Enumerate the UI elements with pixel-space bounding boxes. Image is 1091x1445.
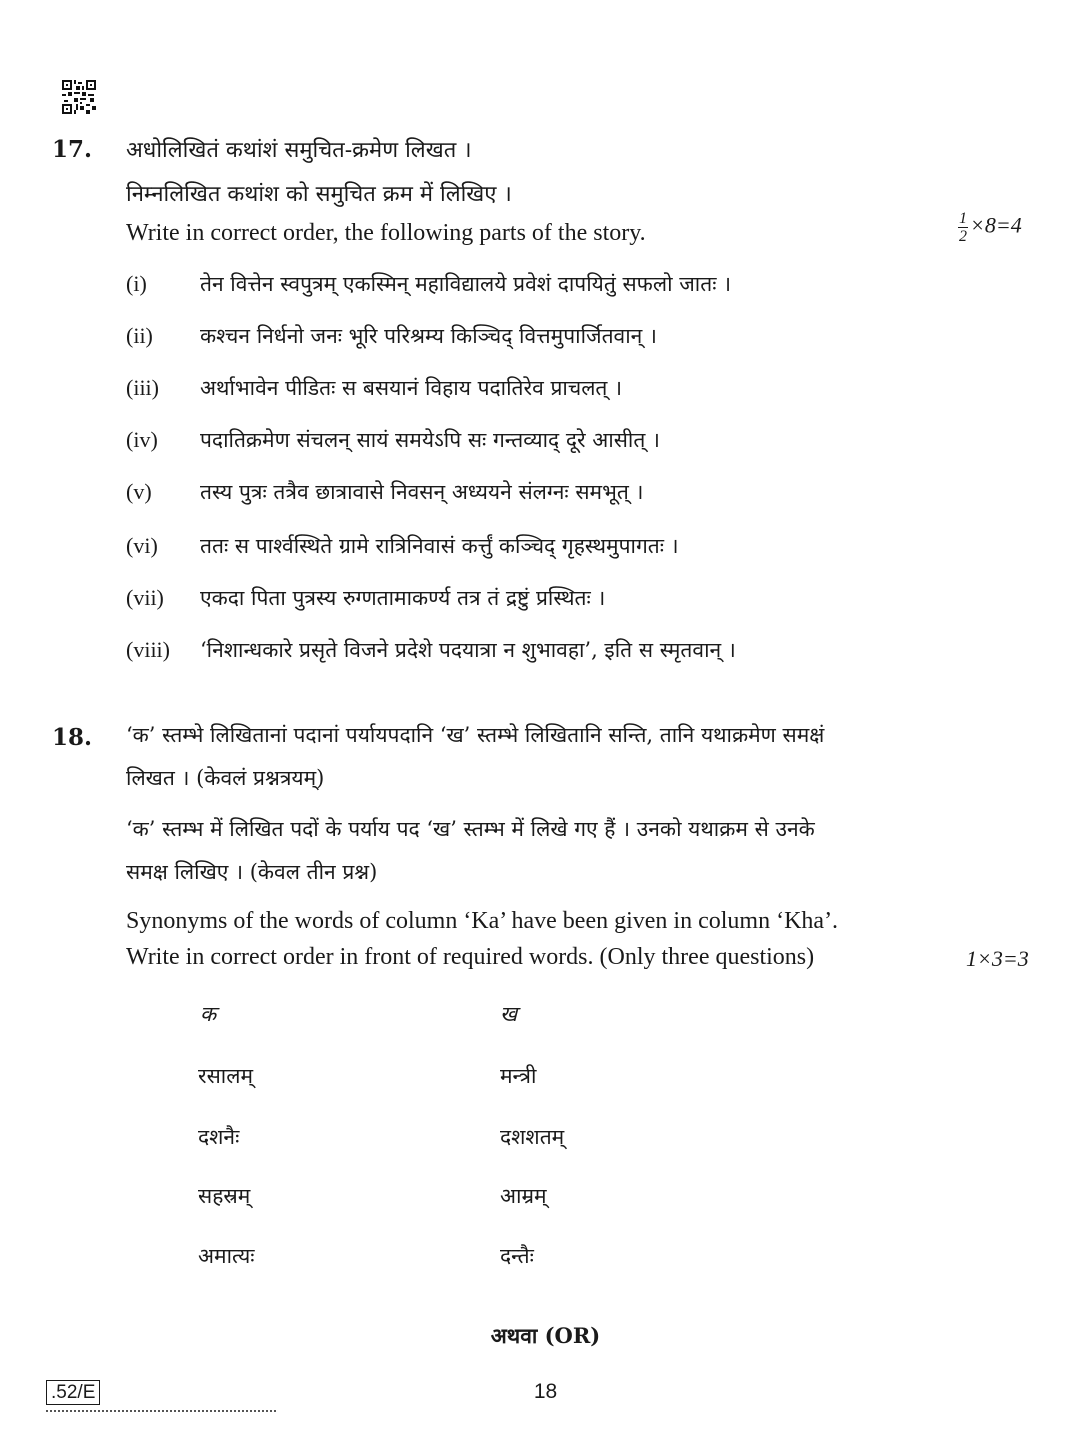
q17-item-text: पदातिक्रमेण संचलन् सायं समयेऽपि सः गन्तव्याद् दूरे आसीत् ।	[200, 428, 660, 452]
q17-item-i	[126, 270, 731, 298]
page-number: 18	[533, 1380, 558, 1403]
column-kha-word: आम्रम्	[500, 1184, 547, 1208]
question-number-17: 17.	[52, 136, 93, 163]
q17-item-iv	[126, 426, 660, 454]
q17-marks-numerator: 1	[959, 210, 967, 227]
q18-english-line-2: Write in correct order in front of required words. (Only three questions)	[126, 944, 815, 970]
q17-item-text: तस्य पुत्रः तत्रैव छात्रावासे निवसन् अध्ययने संलग्नः समभूत् ।	[200, 480, 644, 504]
q17-item-roman: (iii)	[126, 375, 159, 400]
column-kha-word: मन्त्री	[500, 1064, 537, 1088]
column-ka-word: अमात्यः	[198, 1244, 255, 1268]
q17-item-v	[126, 478, 643, 506]
q17-item-text: अर्थाभावेन पीडितः स बसयानं विहाय पदातिरेव प्राचलत् ।	[200, 376, 623, 400]
column-ka-header: क	[200, 1002, 217, 1026]
q17-marks	[958, 210, 1022, 245]
q17-item-vii	[126, 584, 605, 612]
q17-marks-fraction	[958, 210, 968, 245]
q17-item-text: एकदा पिता पुत्रस्य रुग्णतामाकर्ण्य तत्र तं द्रष्टुं प्रस्थितः ।	[200, 586, 606, 610]
q17-item-roman: (i)	[126, 271, 147, 296]
q17-item-roman: (v)	[126, 479, 152, 504]
q17-item-text: तेन वित्तेन स्वपुत्रम् एकस्मिन् महाविद्यालये प्रवेशं दापयितुं सफलो जातः ।	[200, 272, 732, 296]
code-underline	[46, 1410, 276, 1414]
q17-item-roman: (viii)	[126, 637, 170, 662]
q18-sanskrit-line-1: ‘क’ स्तम्भे लिखितानां पदानां पर्यायपदानि ‘ख’ स्तम्भे लिखितानि सन्ति, तानि यथाक्रमेण समक्षं	[126, 723, 825, 747]
q17-item-viii	[126, 636, 736, 664]
column-kha-word: दशशतम्	[500, 1125, 565, 1149]
q17-item-text: ‘निशान्धकारे प्रसृते विजने प्रदेशे पदयात्रा न शुभावहा’, इति स स्मृतवान् ।	[200, 638, 736, 662]
q18-english-line-1: Synonyms of the words of column ‘Ka’ have been given in column ‘Kha’.	[126, 908, 839, 934]
q17-sanskrit-instruction: अधोलिखितं कथांशं समुचित-क्रमेण लिखत ।	[126, 138, 472, 163]
column-ka-word: रसालम्	[198, 1064, 254, 1088]
column-kha-word: दन्तैः	[500, 1244, 534, 1268]
q18-hindi-line-2: समक्ष लिखिए । (केवल तीन प्रश्न)	[126, 860, 378, 884]
qr-code-icon	[62, 80, 96, 114]
q17-marks-denominator: 2	[959, 228, 967, 245]
paper-code: .52/E	[46, 1380, 100, 1405]
q17-item-text: ततः स पार्श्वस्थिते ग्रामे रात्रिनिवासं कर्त्तुं कञ्चिद् गृहस्थमुपागतः ।	[200, 534, 679, 558]
q18-marks: 1×3=3	[966, 946, 1029, 971]
or-separator: अथवा (OR)	[490, 1323, 601, 1348]
q18-sanskrit-line-2: लिखत । (केवलं प्रश्नत्रयम्)	[126, 766, 325, 790]
q17-item-roman: (vi)	[126, 533, 158, 558]
q17-item-roman: (iv)	[126, 427, 158, 452]
question-number-18: 18.	[52, 724, 93, 751]
q17-item-roman: (vii)	[126, 585, 164, 610]
column-kha-header: ख	[500, 1002, 518, 1026]
column-ka-word: दशनैः	[198, 1125, 240, 1149]
column-ka-word: सहस्रम्	[198, 1184, 251, 1208]
q17-item-iii	[126, 374, 622, 402]
q18-hindi-line-1: ‘क’ स्तम्भ में लिखित पदों के पर्याय पद ‘ख’ स्तम्भ में लिखे गए हैं । उनको यथाक्रम से उनके	[126, 817, 815, 841]
q17-item-vi	[126, 532, 679, 560]
q17-english-instruction: Write in correct order, the following parts of the story.	[126, 220, 646, 246]
q17-marks-rest: ×8=4	[970, 212, 1022, 238]
q17-item-roman: (ii)	[126, 323, 153, 348]
q17-item-ii	[126, 322, 657, 350]
q17-item-text: कश्चन निर्धनो जनः भूरि परिश्रम्य किञ्चिद् वित्तमुपार्जितवान् ।	[200, 324, 657, 348]
q17-hindi-instruction: निम्नलिखित कथांश को समुचित क्रम में लिखिए ।	[126, 182, 512, 207]
